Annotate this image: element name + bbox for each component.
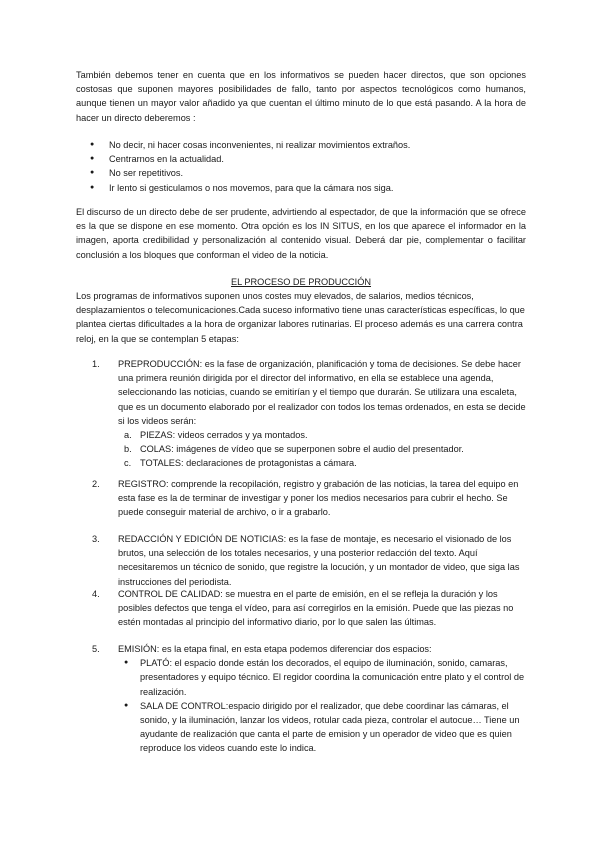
- sublist-text: TOTALES: declaraciones de protagonistas a cámara.: [140, 458, 357, 469]
- step-number: 5.: [92, 644, 100, 654]
- sublist-item: [118, 442, 528, 456]
- step-item-5: [92, 642, 528, 756]
- step-number: 3.: [92, 534, 100, 544]
- step-text: EMISIÓN: es la etapa final, en esta etapa podemos diferenciar dos espacios:: [118, 644, 432, 654]
- intro-paragraph: También debemos tener en cuenta que en los informativos se pueden hacer directos, que son opciones costosas que suponen mayores posibilidades de fallo, tanto por aspectos tecnológicos como humanos, aunque tienen un mayor valor añadido ya que cuentan el último minuto de lo que está pasando. A la hora de hacer un directo deberemos :: [76, 70, 526, 123]
- step-number: 1.: [92, 359, 100, 369]
- sublist-item: [118, 428, 528, 442]
- sublist-item: ● SALA DE CONTROL:espacio dirigido por el realizador, que debe coordinar las cámaras, el sonido, y la iluminación, lanzar los videos, rotular cada pieza, controlar el autocue… Tiene un ayudante de realización que canta el parte de emision y un operador de video que es quien reproduce los videos cuando este lo indica.: [118, 699, 528, 756]
- step-item-4: [92, 587, 528, 630]
- step-number: 4.: [92, 589, 100, 599]
- direct-paragraph: El discurso de un directo debe de ser prudente, advirtiendo al espectador, de que la información que se ofrece es la que se dispone en ese momento. Otra opción es los IN SITUS, en los que aparece el informador en la imagen, aporta credibilidad y personalización al contenido visual. Deberá dar pie, complementar o facilitar conclusión a los bloques que conforman el video de la noticia.: [76, 207, 526, 260]
- step-sublist: [118, 428, 528, 471]
- sublist-item: ● PLATÓ: el espacio donde están los decorados, el equipo de iluminación, sonido, camaras, presentadores y equipo técnico. El regidor coordina la comunicación entre plato y el control de realización.: [118, 656, 528, 699]
- list-item: ● No ser repetitivos.: [76, 166, 526, 180]
- tips-list: [76, 138, 526, 195]
- sublist-marker: c.: [124, 458, 132, 469]
- step-sublist: [118, 656, 528, 755]
- list-item: ● Ir lento si gesticulamos o nos movemos, para que la cámara nos siga.: [76, 181, 526, 195]
- sublist-text: PIEZAS: videos cerrados y ya montados.: [140, 430, 308, 441]
- section-heading: EL PROCESO DE PRODUCCIÓN: [230, 277, 372, 287]
- section-intro-paragraph: Los programas de informativos suponen unos costes muy elevados, de salarios, medios técnicos, desplazamientos o telecomunicaciones.Cada suceso informativo tiene unas características específicas, lo que plantea ciertas dificultades a la hora de organizar labores rutinarias. El proceso además es una carrera contra reloj, en la que se contemplan 5 etapas:: [76, 291, 525, 344]
- step-item-2: [92, 477, 528, 520]
- sublist-text: COLAS: imágenes de vídeo que se superponen sobre el audio del presentador.: [140, 444, 464, 455]
- sublist-marker: b.: [124, 444, 132, 455]
- step-item-1: [92, 357, 528, 471]
- step-item-3: [92, 532, 528, 589]
- sublist-item: [118, 456, 528, 470]
- sublist-marker: a.: [124, 430, 132, 441]
- list-item: ● No decir, ni hacer cosas inconvenientes, ni realizar movimientos extraños.: [76, 138, 526, 152]
- step-text: PREPRODUCCIÓN: es la fase de organización, planificación y toma de decisiones. Se debe hacer una primera reunión dirigida por el director del informativo, en ella se establece una agenda, seleccionando las noticias, cuando se emitirían y el tiempo que durarán. Se utilizara una escaleta, que es un documento elaborado por el realizador con todos los temas ordenados, en esta se decide si los videos serán:: [118, 359, 526, 426]
- step-text: REGISTRO: comprende la recopilación, registro y grabación de las noticias, la tarea del equipo en esta fase es la de terminar de investigar y poner los medios necesarios para cubrir el hecho. Se puede conseguir material de archivo, o ir a grabarlo.: [118, 479, 519, 518]
- step-text: CONTROL DE CALIDAD: se muestra en el parte de emisión, en el se refleja la duración y los posibles defectos que tenga el vídeo, para así corregirlos en la emisión. Puede que las piezas no estén montadas al principio del informativo diario, por lo que salen las últimas.: [118, 589, 514, 628]
- step-text: REDACCIÓN Y EDICIÓN DE NOTICIAS: es la fase de montaje, es necesario el visionado de los brutos, una selección de los totales necesarios, y una posterior redacción del texto. Aquí necesitaremos un técnico de sonido, que registre la locución, y un montador de video, que siga las instrucciones del periodista.: [118, 534, 520, 587]
- step-number: 2.: [92, 479, 100, 489]
- list-item: ● Centrarnos en la actualidad.: [76, 152, 526, 166]
